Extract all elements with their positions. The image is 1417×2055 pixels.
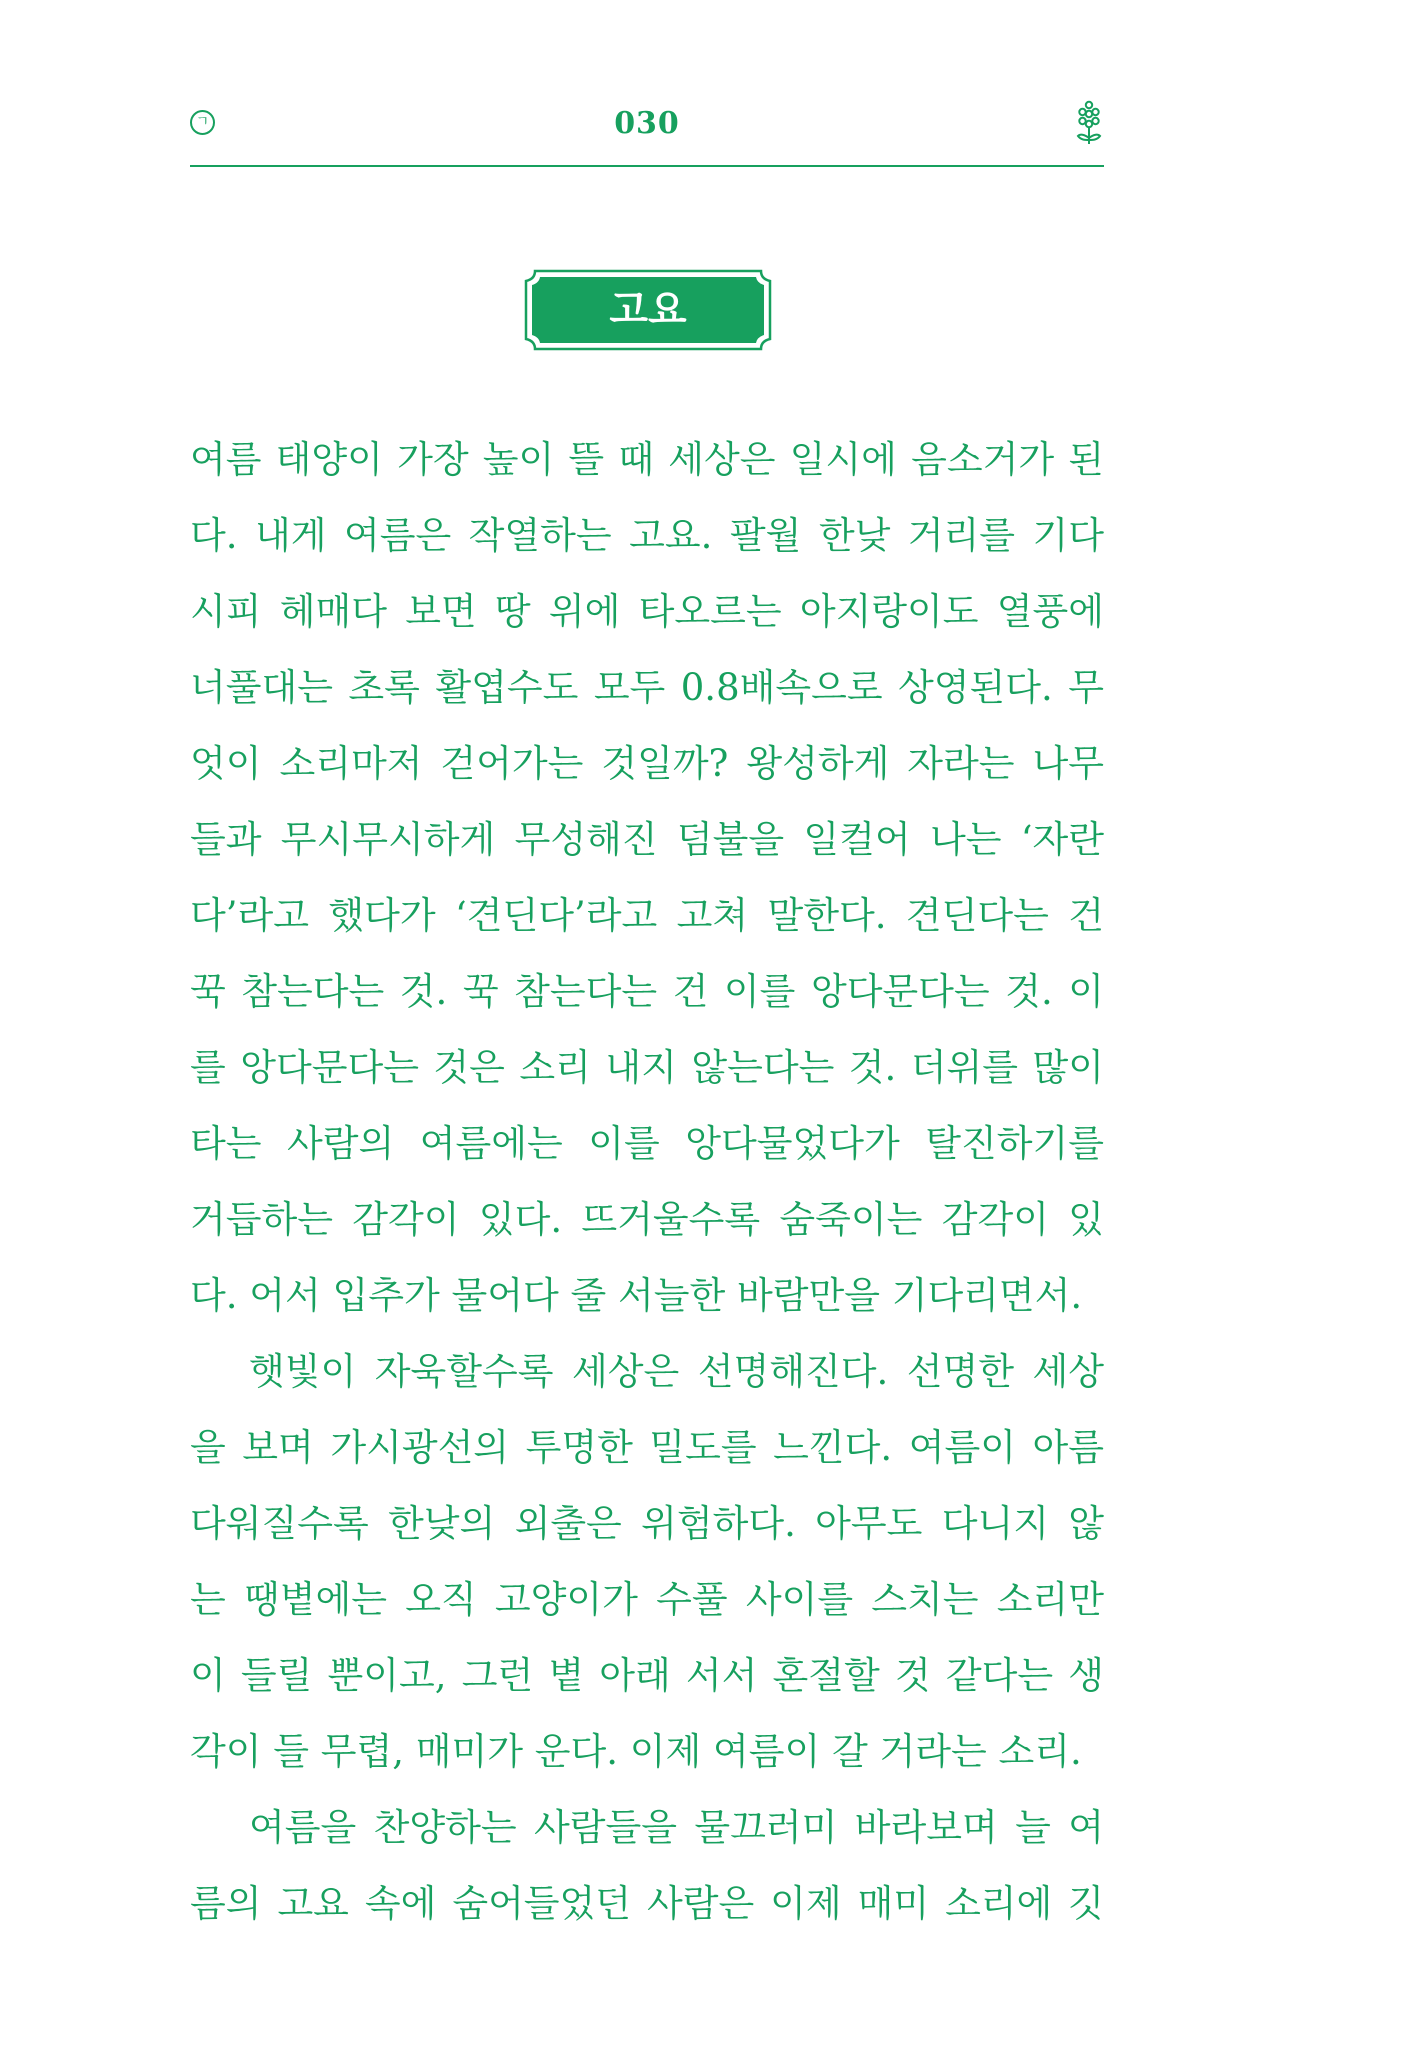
text-line: 햇빛이 자욱할수록 세상은 선명해진다. 선명한 세상 [249,1350,1104,1393]
text-line: 타는 사람의 여름에는 이를 앙다물었다가 탈진하기를 [190,1122,1104,1165]
text-line: 다워질수록 한낮의 외출은 위험하다. 아무도 다니지 않 [190,1502,1104,1545]
page-header [190,98,1104,168]
text-line: 들과 무시무시하게 무성해진 덤불을 일컬어 나는 ‘자란 [190,818,1104,861]
header-divider [190,165,1104,167]
text-line: 꾹 참는다는 것. 꾹 참는다는 건 이를 앙다문다는 것. 이 [190,970,1104,1013]
text-line: 름의 고요 속에 숨어들었던 사람은 이제 매미 소리에 깃 [190,1882,1104,1925]
text-line: 엇이 소리마저 걷어가는 것일까? 왕성하게 자라는 나무 [190,742,1104,785]
flower-icon [1074,100,1104,146]
text-line: 너풀대는 초록 활엽수도 모두 0.8배속으로 상영된다. 무 [190,666,1104,709]
text-line: 는 땡볕에는 오직 고양이가 수풀 사이를 스치는 소리만 [190,1578,1104,1621]
page-number: 030 [614,106,680,141]
text-line: 여름을 찬양하는 사람들을 물끄러미 바라보며 늘 여 [249,1806,1104,1849]
chapter-mark: ㄱ [190,110,215,135]
text-line: 거듭하는 감각이 있다. 뜨거울수록 숨죽이는 감각이 있 [190,1198,1104,1241]
section-title: 고요 [609,287,687,333]
text-line: 여름 태양이 가장 높이 뜰 때 세상은 일시에 음소거가 된 [190,438,1104,481]
text-line: 다. 내게 여름은 작열하는 고요. 팔월 한낮 거리를 기다 [190,514,1104,557]
text-line: 다. 어서 입추가 물어다 줄 서늘한 바람만을 기다리면서. [190,1274,1083,1317]
text-line: 각이 들 무렵, 매미가 운다. 이제 여름이 갈 거라는 소리. [190,1730,1082,1773]
text-line: 를 앙다문다는 것은 소리 내지 않는다는 것. 더위를 많이 [190,1046,1104,1089]
text-line: 시피 헤매다 보면 땅 위에 타오르는 아지랑이도 열풍에 [190,590,1104,633]
text-line: 을 보며 가시광선의 투명한 밀도를 느낀다. 여름이 아름 [190,1426,1104,1469]
title-badge [521,268,775,352]
body-text [190,422,1104,1942]
text-line: 이 들릴 뿐이고, 그런 볕 아래 서서 혼절할 것 같다는 생 [190,1654,1104,1697]
text-line: 다’라고 했다가 ‘견딘다’라고 고쳐 말한다. 견딘다는 건 [190,894,1104,937]
